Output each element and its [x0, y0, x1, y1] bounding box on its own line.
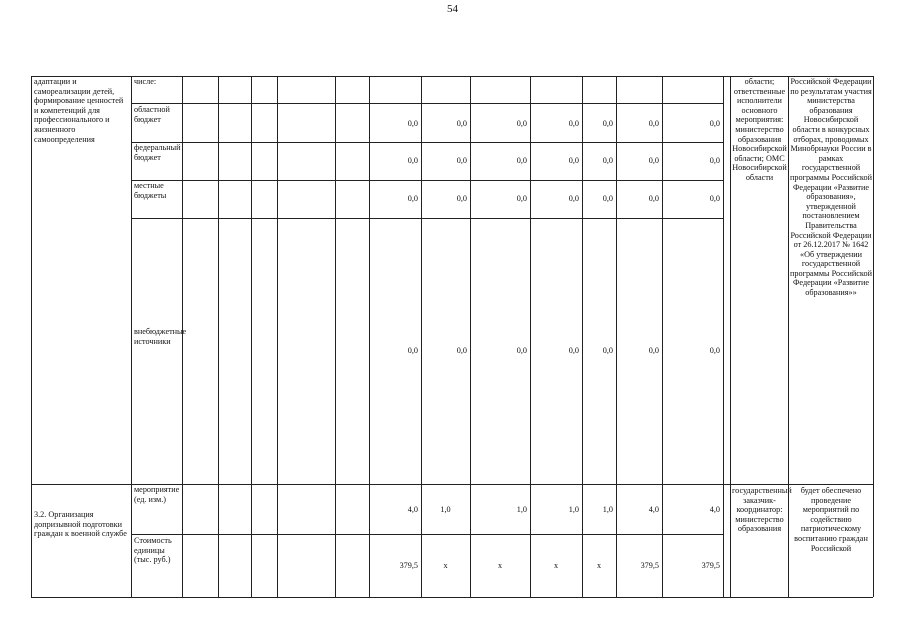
column-line	[662, 76, 663, 597]
value-cell: 0,0	[516, 194, 527, 203]
value-cell: 0,0	[602, 119, 613, 128]
value-cell: 0,0	[407, 156, 418, 165]
value-cell: x	[553, 561, 559, 570]
value-cell: 0,0	[602, 156, 613, 165]
value-cell: 4,0	[648, 505, 659, 514]
value-cell: 0,0	[709, 119, 720, 128]
column-line	[31, 76, 32, 597]
column-line	[616, 76, 617, 597]
value-cell: 379,5	[399, 561, 418, 570]
row-separator	[131, 218, 723, 219]
expected-result-cell: будет обеспечено проведение мероприятий по содействию патриотическому воспитанию граждан Российской	[794, 486, 868, 553]
source-label: местные бюджеты	[134, 181, 167, 200]
value-cell: 0,0	[516, 119, 527, 128]
executor-cell: государственный заказчик-координатор: министерство образования	[732, 486, 792, 534]
source-label: числе:	[134, 77, 157, 86]
table-bottom-line	[31, 597, 873, 598]
value-cell: 0,0	[407, 194, 418, 203]
column-line	[131, 76, 132, 597]
source-label: областной бюджет	[134, 105, 170, 124]
page-number: 54	[447, 3, 458, 15]
value-cell: 0,0	[516, 156, 527, 165]
column-line	[218, 76, 219, 597]
value-cell: 0,0	[516, 346, 527, 355]
value-cell: 0,0	[602, 346, 613, 355]
value-cell: 0,0	[709, 346, 720, 355]
value-cell: 0,0	[648, 346, 659, 355]
value-cell: 0,0	[709, 194, 720, 203]
column-line	[421, 76, 422, 597]
executor-cell: области; ответственные исполнители основного мероприятия: министерство образования Новосибирской области; ОМС Новосибирской области	[732, 77, 787, 182]
column-line	[182, 76, 183, 597]
value-cell: 379,5	[640, 561, 659, 570]
column-line	[335, 76, 336, 597]
value-cell: 379,5	[701, 561, 720, 570]
value-cell: 0,0	[709, 156, 720, 165]
value-cell: 0,0	[568, 194, 579, 203]
row-separator	[131, 534, 723, 535]
value-cell: 0,0	[456, 194, 467, 203]
value-cell: 1,0	[568, 505, 579, 514]
column-line	[873, 76, 874, 597]
value-cell: 1,0	[440, 505, 451, 514]
source-label: Стоимость единицы (тыс. руб.)	[134, 536, 172, 565]
value-cell: 0,0	[648, 119, 659, 128]
value-cell: 0,0	[407, 119, 418, 128]
value-cell: x	[443, 561, 448, 570]
column-line	[369, 76, 370, 597]
column-line	[530, 76, 531, 597]
source-label: федеральный бюджет	[134, 143, 181, 162]
value-cell: 0,0	[456, 156, 467, 165]
activity-name: 3.2. Организация допризывной подготовки граждан к военной службе	[34, 510, 127, 539]
value-cell: 0,0	[568, 119, 579, 128]
value-cell: x	[497, 561, 503, 570]
value-cell: x	[596, 561, 602, 570]
value-cell: 0,0	[456, 119, 467, 128]
row-separator	[131, 103, 723, 104]
expected-result-cell: Российской Федерации по результатам участия министерства образования Новосибирской области в конкурсных отборах, проводимых Минобрнауки России в рамках государственной программы Российской Федерации «Развитие образования», утвержденной постановлением Правительства Российской Федерации от 26.12.2017 № 1642 «Об утверждении государственной программы Российской Федерации «Развитие образования»»	[790, 77, 872, 298]
value-cell: 0,0	[407, 346, 418, 355]
activity-name: адаптации и самореализации детей, формирование ценностей и компетенций для профессионального и жизненного самоопределения	[34, 77, 124, 144]
value-cell: 1,0	[516, 505, 527, 514]
value-cell: 4,0	[407, 505, 418, 514]
column-line	[582, 76, 583, 597]
value-cell: 4,0	[709, 505, 720, 514]
value-cell: 0,0	[456, 346, 467, 355]
column-line	[470, 76, 471, 597]
column-line	[723, 76, 724, 597]
source-label: внебюджетные источники	[134, 327, 187, 346]
column-line	[788, 76, 789, 597]
value-cell: 1,0	[602, 505, 613, 514]
row-separator	[131, 142, 723, 143]
source-label: мероприятие (ед. изм.)	[134, 485, 180, 504]
value-cell: 0,0	[568, 346, 579, 355]
column-line	[730, 76, 731, 597]
column-line	[251, 76, 252, 597]
value-cell: 0,0	[648, 156, 659, 165]
row-separator	[131, 180, 723, 181]
value-cell: 0,0	[568, 156, 579, 165]
column-line	[277, 76, 278, 597]
value-cell: 0,0	[602, 194, 613, 203]
value-cell: 0,0	[648, 194, 659, 203]
